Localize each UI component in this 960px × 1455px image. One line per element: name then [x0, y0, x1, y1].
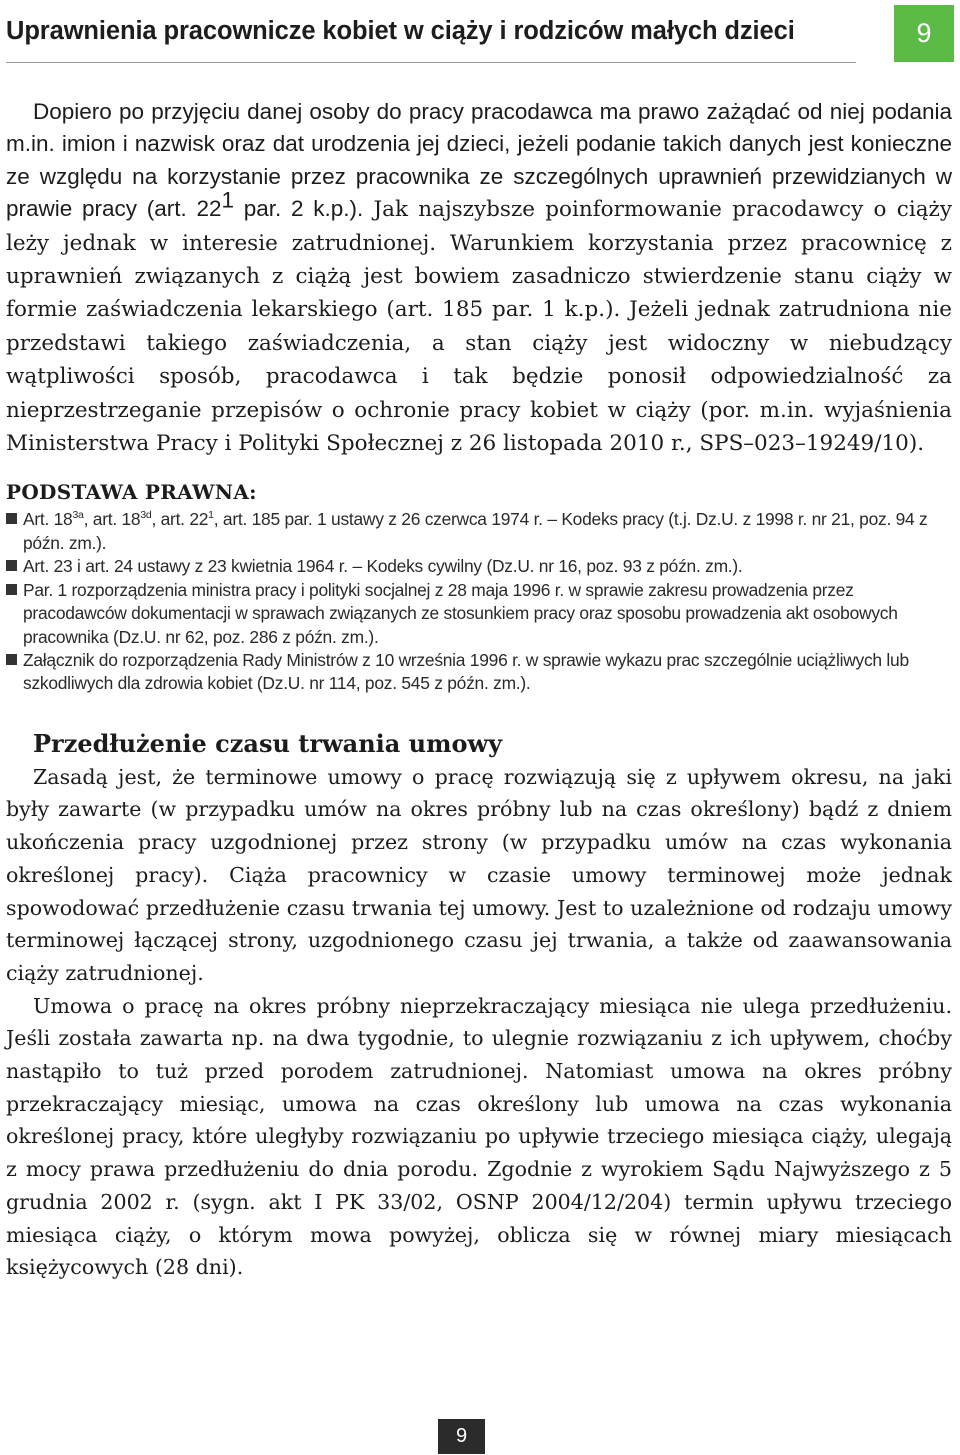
legal-text: , art. 22	[151, 509, 209, 530]
chapter-number-badge: 9	[894, 5, 954, 62]
superscript: 1	[208, 510, 214, 522]
superscript: 1	[221, 187, 235, 213]
legal-text: , art. 18	[83, 509, 141, 530]
running-title: Uprawnienia pracownicze kobiet w ciąży i rodziców małych dzieci	[6, 17, 795, 45]
legal-basis-item	[6, 508, 952, 555]
square-bullet-icon	[6, 654, 17, 665]
page-content	[6, 96, 952, 1284]
legal-basis-heading: PODSTAWA PRAWNA:	[6, 480, 257, 505]
square-bullet-icon	[6, 584, 17, 595]
legal-text: Art. 23 i art. 24 ustawy z 23 kwietnia 1964 r. – Kodeks cywilny (Dz.U. nr 16, poz. 93 z późn. zm.).	[23, 556, 743, 577]
page-header	[0, 0, 960, 66]
square-bullet-icon	[6, 560, 17, 571]
legal-text: Par. 1 rozporządzenia ministra pracy i polityki socjalnej z 28 maja 1996 r. w sprawie zakresu prowadzenia przez pracodawców dokumentacji w sprawach związanych ze stosunkiem pracy oraz sposobu prowadzenia akt osobowych pracownika (Dz.U. nr 62, poz. 286 z późn. zm.).	[23, 579, 898, 647]
square-bullet-icon	[6, 513, 17, 524]
intro-sentence-2: Jak najszybsze poinformowanie pracodawcy o ciąży leży jednak w interesie zatrudnionej.	[6, 197, 952, 256]
header-divider	[6, 62, 856, 63]
intro-sentence-1-end: par. 2 k.p.).	[234, 196, 364, 222]
legal-text: Art. 18	[23, 509, 73, 530]
superscript: 3d	[140, 510, 152, 522]
intro-sentence-4: Jeżeli jednak zatrudniona nie przedstawi takiego zaświadczenia, a stan ciąży jest widoczny w niebudzący wątpliwości sposób, pracodawca i tak będzie ponosił odpowiedzialność za nieprzestrzeganie przepisów o ochronie pracy kobiet w ciąży (por. m.in. wyjaśnienia Ministerstwa Pracy i Polityki Społecznej z 26 listopada 2010 r., SPS–023–19249/10).	[6, 297, 953, 457]
legal-basis-item	[6, 555, 952, 578]
page-number: 9	[438, 1419, 485, 1454]
legal-basis-item	[6, 579, 952, 649]
legal-basis-item	[6, 649, 952, 696]
intro-sentence-3: Warunkiem korzystania przez pracownicę z uprawnień związanych z ciążą jest bowiem zasadniczo stwierdzenie stanu ciąży w formie zaświadczenia lekarskiego (art. 185 par. 1 k.p.).	[6, 230, 953, 323]
legal-text: Załącznik do rozporządzenia Rady Ministrów z 10 września 1996 r. w sprawie wykazu prac szczególnie uciążliwych lub szkodliwych dla zdrowia kobiet (Dz.U. nr 114, poz. 545 z późn. zm.).	[23, 649, 909, 694]
section-paragraph-1: Zasadą jest, że terminowe umowy o pracę rozwiązują się z upływem okresu, na jaki były zawarte (w przypadku umów na okres próbny lub na czas określony) bądź z dniem ukończenia pracy uzgodnionej przez strony (w przypadku umów na czas wykonania określonej pracy). Ciąża pracownicy w czasie umowy terminowej może jednak spowodować przedłużenie czasu trwania tej umowy. Jest to uzależnione od rodzaju umowy terminowej łączącej strony, uzgodnionego czasu jej trwania, a także od zaawansowania ciąży zatrudnionej.	[6, 764, 952, 985]
intro-sentence-1: Dopiero po przyjęciu danej osoby do pracy pracodawca ma prawo zażądać od niej podania m.in. imion i nazwisk oraz dat urodzenia jej dzieci, jeżeli podanie takich danych jest konieczne ze względu na korzystanie przez pracownika ze szczególnych uprawnień przewidzianych w prawie pracy (art. 22	[6, 99, 952, 222]
section-heading: Przedłużenie czasu trwania umowy	[33, 728, 503, 758]
superscript: 3a	[72, 510, 84, 522]
legal-basis-list	[6, 508, 952, 695]
section-paragraph-2: Umowa o pracę na okres próbny nieprzekraczający miesiąca nie ulega przedłużeniu. Jeśli została zawarta np. na dwa tygodnie, to ulegnie rozwiązaniu z ich upływem, choćby nastąpiło to tuż przed porodem zatrudnionej. Natomiast umowa na okres próbny przekraczający miesiąc, umowa na czas określony lub umowa na czas wykonania określonej pracy, które uległyby rozwiązaniu po upływie trzeciego miesiąca ciąży, ulegają z mocy prawa przedłużeniu do dnia porodu. Zgodnie z wyrokiem Sądu Najwyższego z 5 grudnia 2002 r. (sygn. akt I PK 33/02, OSNP 2004/12/204) termin upływu trzeciego miesiąca ciąży, o którym mowa powyżej, oblicza się w równej miary miesiącach księżycowych (28 dni).	[6, 993, 952, 1280]
legal-text: , art. 185 par. 1 ustawy z 26 czerwca 1974 r. – Kodeks pracy (t.j. Dz.U. z 1998 r. nr 21, poz. 94 z późn. zm.).	[23, 509, 928, 553]
intro-paragraph	[6, 96, 952, 460]
